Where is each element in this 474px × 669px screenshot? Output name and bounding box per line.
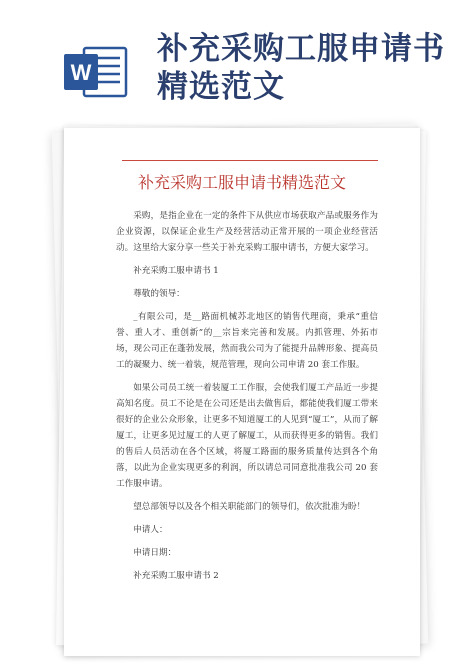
paragraph: 补充采购工服申请书 1 — [133, 266, 219, 276]
word-document-icon — [62, 44, 130, 100]
document-title: 补充采购工服申请书精选范文 — [137, 173, 346, 192]
paragraph: _有限公司，是__路面机械苏北地区的销售代理商，秉承“重信誉、重人才、重创新”的__宗旨来完善和发展。内抓管理、外拓市场，现公司正在蓬勃发展，然而我公司为了能提升品牌形象、提高员工的凝聚力、统一着装，规范管理，现向公司申请 20 套工作服。 — [116, 312, 378, 370]
word-logo-letter: W — [70, 60, 92, 85]
paragraph: 如果公司员工统一着装厦工工作服，会使我们厦工产品近一步提高知名度。员工不论是在公司还是出去做售后，都能使我们厦工带来很好的企业公众形象，让更多不知道厦工的人见到“厦工”，从而了解厦工，让更多见过厦工的人更了解厦工，从而获得更多的销售。我们的售后人员活动在各个区域，将厦工路面的服务质量传达到各个角落，以此为企业实现更多的利润，所以请总司同意批准我公司 20 套工作服申请。 — [116, 383, 378, 489]
paragraph: 补充采购工服申请书 2 — [133, 571, 219, 581]
document-body — [116, 208, 378, 591]
paragraph: 采购，是指企业在一定的条件下从供应市场获取产品或服务作为企业资源，以保证企业生产及经营活动正常开展的一项企业经营活动。这里给大家分享一些关于补充采购工服申请书，方便大家学习。 — [116, 211, 378, 253]
paragraph: 申请日期： — [133, 548, 177, 558]
paragraph: 望总部领导以及各个相关职能部门的领导们，依次批准为盼！ — [133, 502, 366, 512]
page-title: 补充采购工服申请书精选范文 — [157, 31, 445, 105]
title-rule — [122, 160, 378, 161]
paragraph: 尊敬的领导： — [133, 289, 185, 299]
document-page — [64, 128, 420, 656]
paragraph: 申请人： — [133, 525, 168, 535]
